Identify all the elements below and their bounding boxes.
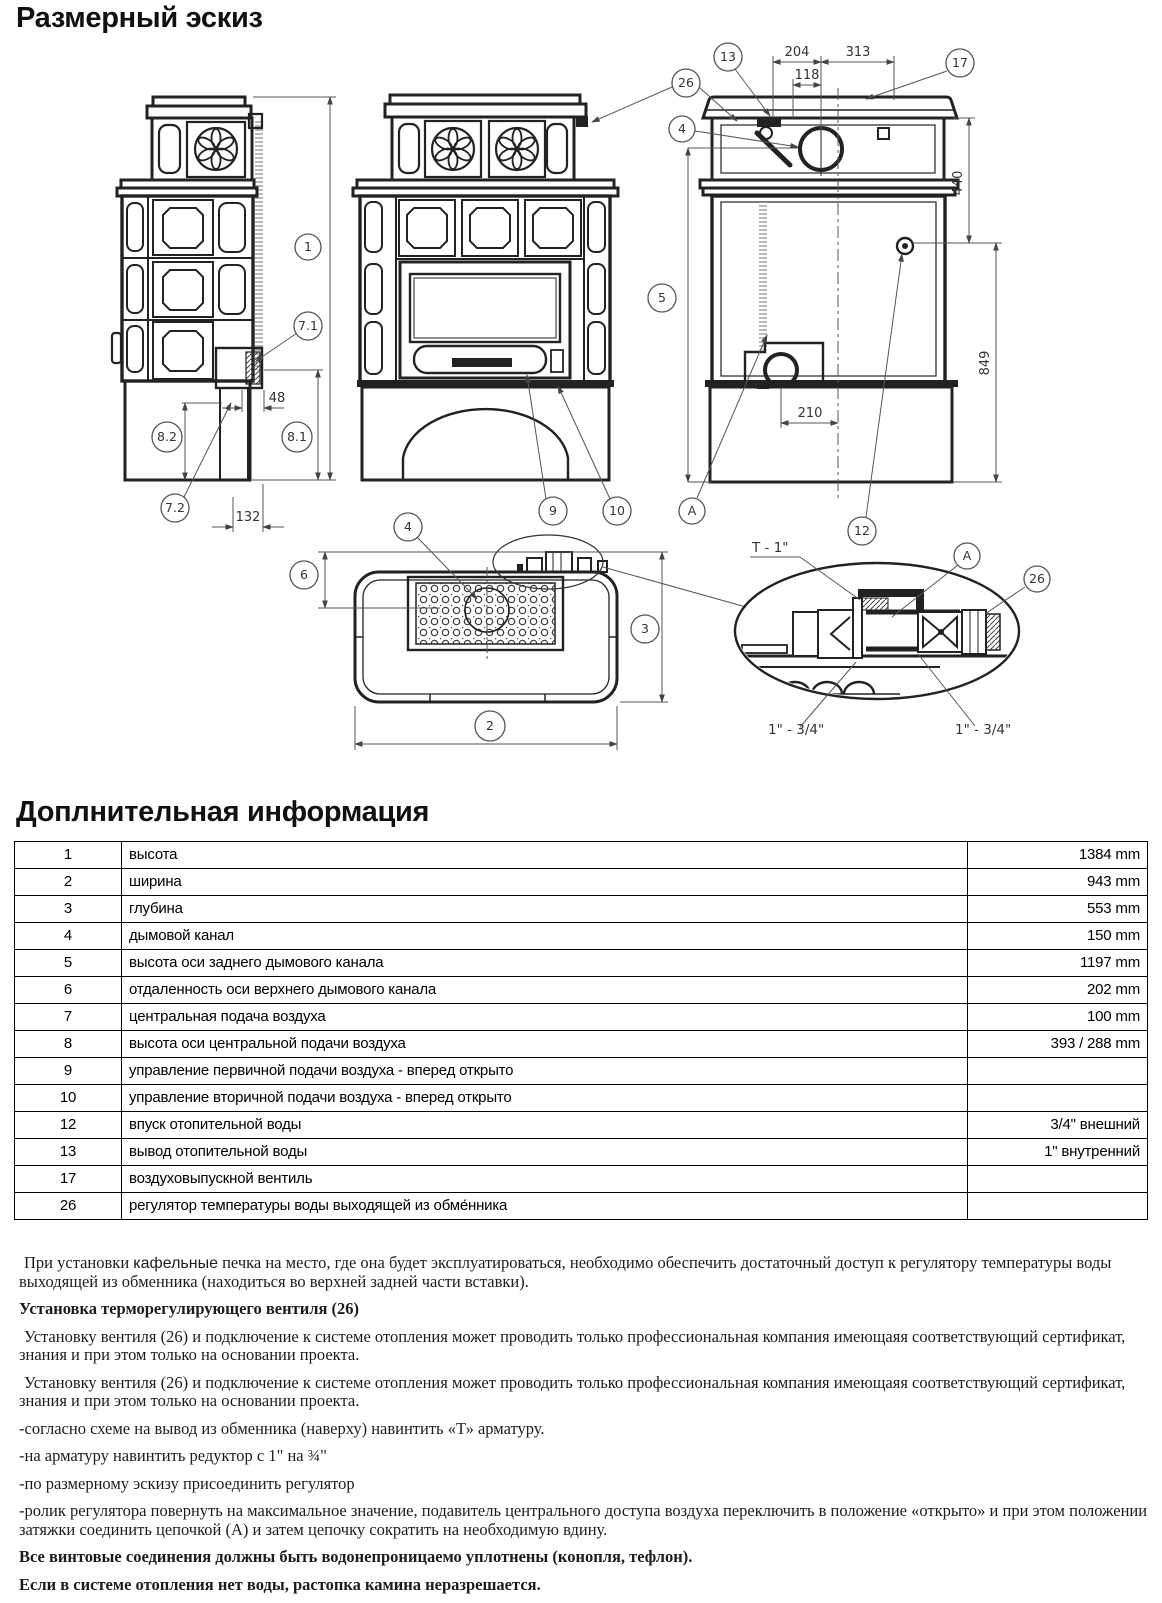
dim-204: 204 bbox=[784, 45, 810, 60]
dim-440: 440 bbox=[951, 170, 966, 196]
note-warning: Если в системе отопления нет воды, растопка камина неразрешается. bbox=[19, 1574, 541, 1594]
row-value bbox=[968, 1085, 1148, 1112]
table-row bbox=[15, 1112, 1148, 1139]
row-value: 3/4" внешний bbox=[968, 1112, 1148, 1139]
svg-text:4: 4 bbox=[678, 121, 686, 136]
row-value: 1" внутренний bbox=[968, 1139, 1148, 1166]
svg-text:13: 13 bbox=[720, 49, 736, 64]
callout-2 bbox=[475, 711, 505, 741]
side-view bbox=[112, 97, 266, 480]
notes-section bbox=[14, 1254, 1154, 1603]
note-list-item: -согласно схеме на вывод из обменника (наверху) навинтить «Т» арматуру. bbox=[19, 1418, 545, 1438]
callout-26 bbox=[672, 69, 700, 97]
note-text-sans: кафельные bbox=[133, 1255, 218, 1272]
table-row bbox=[15, 1004, 1148, 1031]
dimensional-sketch bbox=[0, 40, 1162, 767]
row-desc: управление вторичной подачи воздуха - вперед открыто bbox=[122, 1085, 968, 1112]
row-desc: высота bbox=[122, 842, 968, 869]
callout-9 bbox=[539, 497, 567, 525]
svg-text:A: A bbox=[962, 548, 972, 563]
row-desc: управление первичной подачи воздуха - вперед открыто bbox=[122, 1058, 968, 1085]
svg-text:7.2: 7.2 bbox=[165, 500, 185, 515]
row-value: 100 mm bbox=[968, 1004, 1148, 1031]
detail-label-t-fitting: T - 1" bbox=[752, 540, 789, 556]
callout-8-2 bbox=[152, 422, 182, 452]
row-desc: дымовой канал bbox=[122, 923, 968, 950]
table-row bbox=[15, 1031, 1148, 1058]
dim-849: 849 bbox=[978, 350, 993, 376]
row-num: 1 bbox=[15, 842, 122, 869]
callout-A-detail bbox=[954, 543, 980, 569]
table-row bbox=[15, 950, 1148, 977]
svg-text:3: 3 bbox=[641, 621, 649, 636]
row-desc: впуск отопительной воды bbox=[122, 1112, 968, 1139]
svg-text:12: 12 bbox=[854, 523, 870, 538]
svg-text:4: 4 bbox=[404, 519, 412, 534]
svg-text:8.1: 8.1 bbox=[287, 429, 307, 444]
table-row bbox=[15, 869, 1148, 896]
svg-text:2: 2 bbox=[486, 718, 494, 733]
table-row bbox=[15, 977, 1148, 1004]
detail-view bbox=[735, 563, 1019, 699]
note-subheading: Установка терморегулирующего вентиля (26) bbox=[19, 1299, 359, 1319]
row-value: 150 mm bbox=[968, 923, 1148, 950]
row-desc: центральная подача воздуха bbox=[122, 1004, 968, 1031]
table-row bbox=[15, 1139, 1148, 1166]
note-text: печка на место, где она будет эксплуатироваться, необходимо обеспечить достаточный доступ к регулятору температуры воды выходящей из обменника (находиться во верхней задней части вставки). bbox=[19, 1253, 1112, 1291]
table-row bbox=[15, 1166, 1148, 1193]
row-num: 2 bbox=[15, 869, 122, 896]
dim-313: 313 bbox=[845, 45, 871, 60]
row-num: 12 bbox=[15, 1112, 122, 1139]
svg-text:6: 6 bbox=[300, 567, 308, 582]
row-num: 8 bbox=[15, 1031, 122, 1058]
row-num: 17 bbox=[15, 1166, 122, 1193]
callout-A-rear bbox=[679, 498, 705, 524]
row-value bbox=[968, 1193, 1148, 1220]
row-value bbox=[968, 1166, 1148, 1193]
detail-label-reduction-left: 1" - 3/4" bbox=[768, 722, 825, 738]
row-num: 5 bbox=[15, 950, 122, 977]
callout-17 bbox=[946, 49, 974, 77]
row-desc: ширина bbox=[122, 869, 968, 896]
table-row bbox=[15, 923, 1148, 950]
row-desc: воздуховыпускной вентиль bbox=[122, 1166, 968, 1193]
additional-info-table bbox=[14, 841, 1148, 1220]
row-desc: высота оси заднего дымового канала bbox=[122, 950, 968, 977]
svg-text:9: 9 bbox=[549, 503, 557, 518]
row-desc: вывод отопительной воды bbox=[122, 1139, 968, 1166]
info-section-title: Доплнительная информация bbox=[16, 796, 430, 828]
note-text: При установки bbox=[24, 1253, 134, 1272]
svg-text:8.2: 8.2 bbox=[157, 429, 177, 444]
note-list-item: -по размерному эскизу присоединить регулятор bbox=[19, 1473, 355, 1493]
svg-text:5: 5 bbox=[658, 290, 666, 305]
dim-132: 132 bbox=[235, 510, 261, 525]
note-list-item: -на арматуру навинтить редуктор с 1" на ¾" bbox=[19, 1446, 327, 1466]
front-view bbox=[353, 95, 618, 480]
row-num: 9 bbox=[15, 1058, 122, 1085]
row-desc: глубина bbox=[122, 896, 968, 923]
row-desc: высота оси центральной подачи воздуха bbox=[122, 1031, 968, 1058]
dim-210: 210 bbox=[797, 406, 823, 421]
row-num: 13 bbox=[15, 1139, 122, 1166]
rear-view bbox=[700, 88, 958, 500]
row-num: 3 bbox=[15, 896, 122, 923]
table-row bbox=[15, 1085, 1148, 1112]
dim-118: 118 bbox=[794, 68, 820, 83]
callout-6 bbox=[290, 561, 318, 589]
row-value: 1384 mm bbox=[968, 842, 1148, 869]
row-value: 202 mm bbox=[968, 977, 1148, 1004]
detail-label-reduction-right: 1" - 3/4" bbox=[955, 722, 1012, 738]
callout-4-rear bbox=[669, 116, 695, 142]
note-paragraph: Установку вентиля (26) и подключение к системе отопления может проводить только профессиональная компания имеющаяя соответствующий сертификат, знания и при этом только на основании проекта. bbox=[19, 1372, 1126, 1411]
callout-7-2 bbox=[161, 494, 189, 522]
svg-text:7.1: 7.1 bbox=[298, 318, 318, 333]
row-desc: отдаленность оси верхнего дымового канала bbox=[122, 977, 968, 1004]
callout-10 bbox=[603, 497, 631, 525]
note-list-item: -ролик регулятора повернуть на максимальное значение, подавитель центрального доступа воздуха переключить в положение «открыто» и при этом положении затяжки соединить цепочкой (А) и затем цепочку сократить на необходимую вдину. bbox=[19, 1501, 1148, 1539]
dim-48: 48 bbox=[268, 391, 286, 406]
svg-text:A: A bbox=[687, 503, 697, 518]
callout-3 bbox=[631, 615, 659, 643]
note-paragraph: Установку вентиля (26) и подключение к системе отопления может проводить только профессиональная компания имеющаяя соответствующий сертификат, знания и при этом только на основании проекта. bbox=[19, 1326, 1126, 1365]
row-num: 4 bbox=[15, 923, 122, 950]
callout-5 bbox=[648, 284, 676, 312]
row-num: 6 bbox=[15, 977, 122, 1004]
callout-4-top bbox=[394, 513, 422, 541]
row-desc: регулятор температуры воды выходящей из обме́нника bbox=[122, 1193, 968, 1220]
svg-text:10: 10 bbox=[609, 503, 625, 518]
callout-26-detail bbox=[1024, 566, 1050, 592]
row-num: 10 bbox=[15, 1085, 122, 1112]
row-value: 393 / 288 mm bbox=[968, 1031, 1148, 1058]
callout-12 bbox=[848, 517, 876, 545]
callout-13 bbox=[714, 43, 742, 71]
svg-text:1: 1 bbox=[304, 239, 312, 254]
row-value: 943 mm bbox=[968, 869, 1148, 896]
callout-7-1 bbox=[294, 312, 322, 340]
row-value: 1197 mm bbox=[968, 950, 1148, 977]
table-row bbox=[15, 842, 1148, 869]
row-num: 26 bbox=[15, 1193, 122, 1220]
row-num: 7 bbox=[15, 1004, 122, 1031]
row-value bbox=[968, 1058, 1148, 1085]
note-paragraph bbox=[14, 1254, 1154, 1291]
callout-8-1 bbox=[282, 422, 312, 452]
row-value: 553 mm bbox=[968, 896, 1148, 923]
callout-1 bbox=[295, 234, 321, 260]
table-row bbox=[15, 1193, 1148, 1220]
svg-text:17: 17 bbox=[952, 55, 968, 70]
top-view bbox=[355, 535, 617, 702]
table-row bbox=[15, 1058, 1148, 1085]
svg-text:26: 26 bbox=[1029, 571, 1045, 586]
table-row bbox=[15, 896, 1148, 923]
sketch-section-title: Размерный эскиз bbox=[16, 2, 263, 34]
note-warning: Все винтовые соединения должны быть водонепроницаемо уплотнены (конопля, тефлон). bbox=[19, 1547, 693, 1567]
svg-text:26: 26 bbox=[678, 75, 694, 90]
